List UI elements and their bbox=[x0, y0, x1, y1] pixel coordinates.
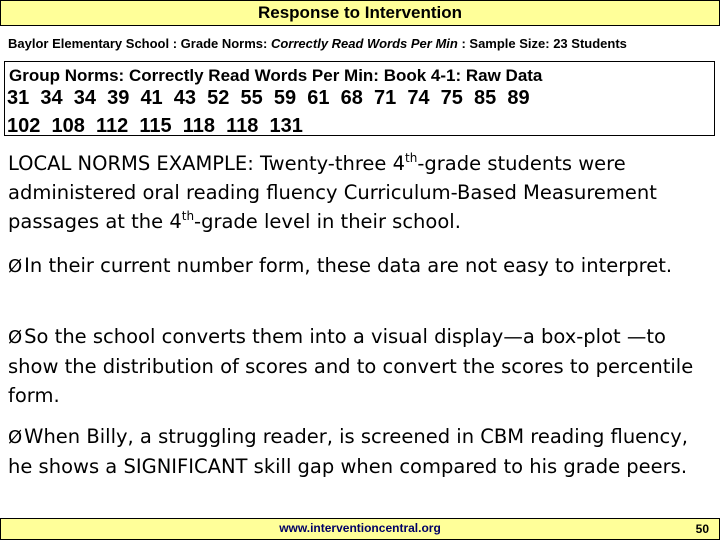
subtitle-school: Baylor Elementary School : Grade Norms: bbox=[8, 36, 271, 51]
page-number: 50 bbox=[695, 522, 709, 536]
raw-data-title: Group Norms: Correctly Read Words Per Min: Book 4-1: Raw Data bbox=[9, 66, 543, 85]
raw-data-line-2: 102 108 112 115 118 118 131 bbox=[7, 115, 303, 137]
bullet-text: In their current number form, these data are not easy to interpret. bbox=[24, 254, 673, 277]
bullet-text: So the school converts them into a visual display—a box-plot —to show the distribution of scores and to convert the scores to percentile form. bbox=[8, 325, 694, 407]
intro-sup-1: th bbox=[405, 151, 418, 165]
bullet-item bbox=[8, 422, 713, 481]
footer-url-link[interactable]: www.interventioncentral.org bbox=[279, 521, 441, 535]
intro-paragraph bbox=[8, 149, 713, 236]
footer-bar bbox=[0, 518, 720, 540]
subtitle-measure: Correctly Read Words Per Min bbox=[270, 36, 458, 51]
intro-text-b: -grade students were administered oral reading fluency Curriculum-Based Measurement passages at the 4 bbox=[8, 152, 657, 233]
raw-data-line-1: 31 34 34 39 41 43 52 55 59 61 68 71 74 75 85 89 bbox=[7, 87, 530, 109]
bullet-text: When Billy, a struggling reader, is screened in CBM reading fluency, he shows a SIGNIFICANT skill gap when compared to his grade peers. bbox=[8, 425, 689, 478]
subtitle bbox=[8, 36, 627, 51]
raw-data-box bbox=[4, 61, 715, 136]
arrow-bullet-icon: Ø bbox=[8, 327, 23, 348]
subtitle-sample: : Sample Size: 23 Students bbox=[457, 36, 627, 51]
page-title: Response to Intervention bbox=[257, 3, 463, 22]
bullet-item bbox=[8, 251, 713, 281]
bullet-item bbox=[8, 322, 713, 410]
header-bar bbox=[0, 0, 720, 26]
intro-text-c: -grade level in their school. bbox=[194, 210, 461, 233]
intro-sup-2: th bbox=[181, 209, 195, 223]
arrow-bullet-icon: Ø bbox=[8, 256, 23, 277]
arrow-bullet-icon: Ø bbox=[8, 427, 23, 448]
intro-text-a: LOCAL NORMS EXAMPLE: Twenty-three 4 bbox=[8, 152, 406, 175]
